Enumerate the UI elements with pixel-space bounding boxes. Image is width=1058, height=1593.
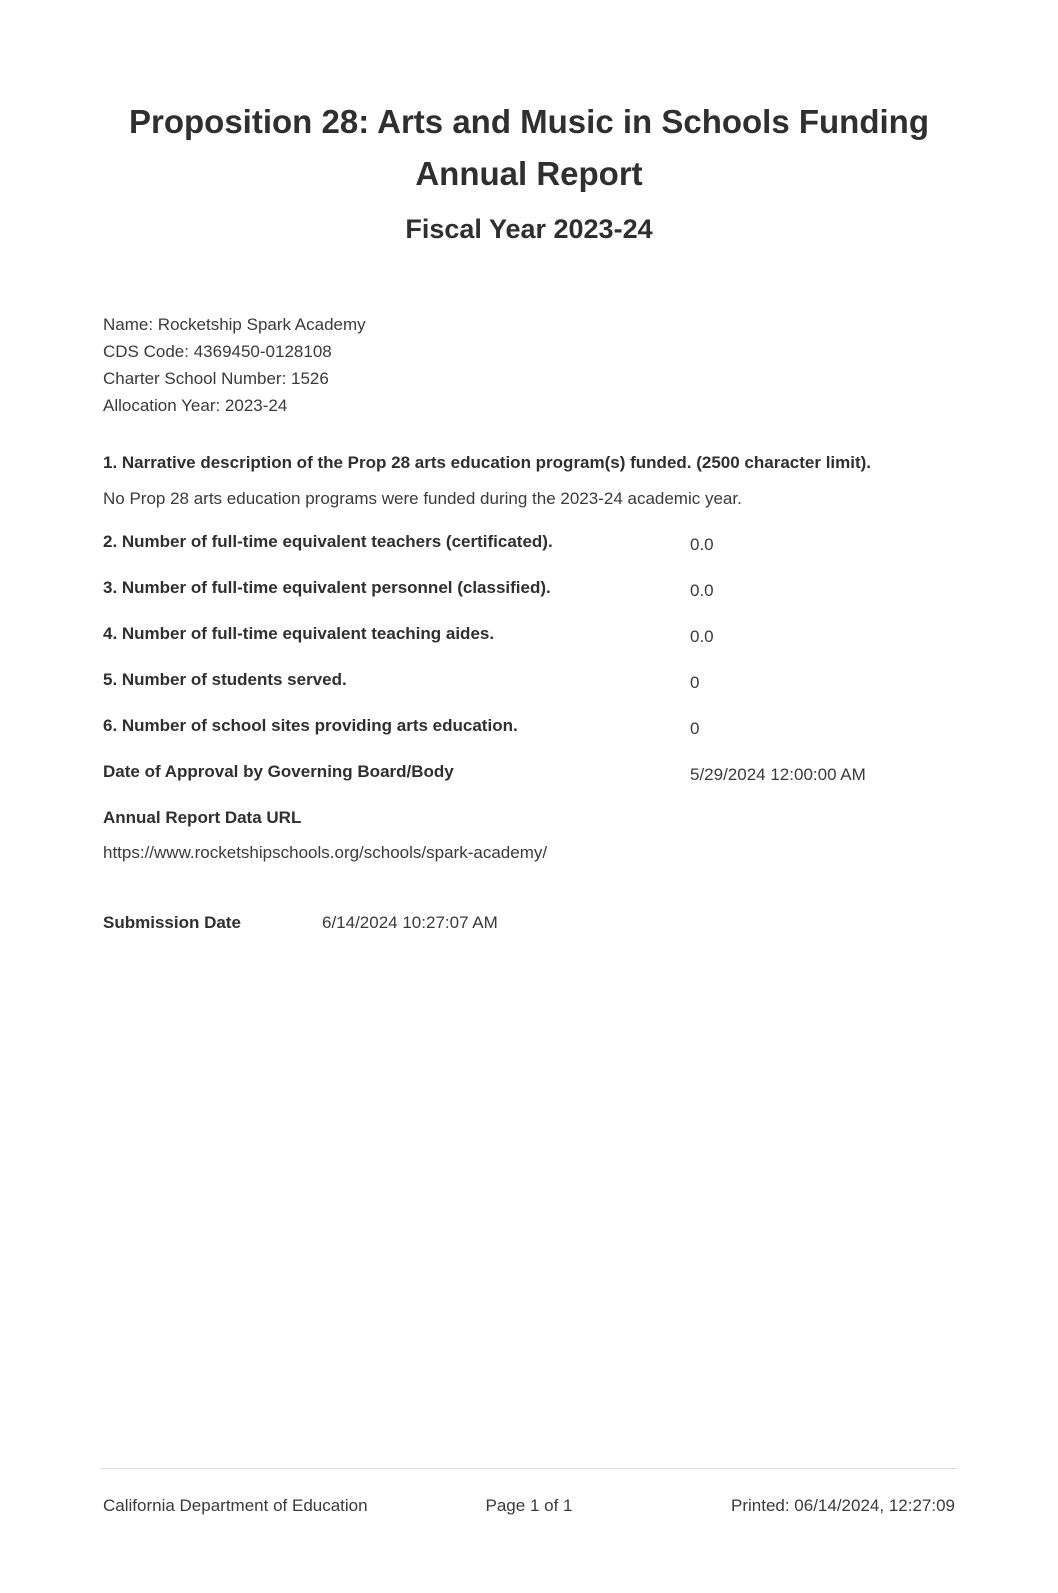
allocation-year: Allocation Year: 2023-24 <box>103 396 288 415</box>
approval-date-label: Date of Approval by Governing Board/Body <box>103 762 454 781</box>
school-info-block <box>103 311 955 419</box>
page-title-line-1: Proposition 28: Arts and Music in Schools Funding <box>129 103 929 140</box>
footer-page-number: Page 1 of 1 <box>485 1496 573 1515</box>
submission-date-row <box>103 910 955 933</box>
question-2-label: 2. Number of full-time equivalent teachers (certificated). <box>103 532 553 551</box>
annual-report-url-block <box>103 808 955 863</box>
question-1 <box>103 453 955 509</box>
page-title-line-2: Annual Report <box>415 155 643 192</box>
question-1-answer: No Prop 28 arts education programs were funded during the 2023-24 academic year. <box>103 489 742 508</box>
footer-department: California Department of Education <box>103 1496 368 1515</box>
submission-date-label: Submission Date <box>103 913 241 932</box>
cds-code: CDS Code: 4369450-0128108 <box>103 342 332 361</box>
title-block <box>103 96 955 245</box>
approval-date-row <box>103 762 955 785</box>
footer-printed-timestamp: Printed: 06/14/2024, 12:27:09 <box>730 1496 955 1515</box>
charter-school-number: Charter School Number: 1526 <box>103 369 329 388</box>
question-4 <box>103 624 955 647</box>
question-4-value: 0.0 <box>690 627 714 646</box>
question-3 <box>103 578 955 601</box>
fiscal-year-subtitle: Fiscal Year 2023-24 <box>405 214 653 244</box>
footer-divider <box>101 1468 957 1469</box>
annual-report-url-value: https://www.rocketshipschools.org/schools/spark-academy/ <box>103 843 548 862</box>
approval-date-value: 5/29/2024 12:00:00 AM <box>690 765 866 784</box>
question-3-label: 3. Number of full-time equivalent personnel (classified). <box>103 578 551 597</box>
footer-row <box>101 1496 957 1516</box>
school-name: Name: Rocketship Spark Academy <box>103 315 366 334</box>
question-6-value: 0 <box>690 719 700 738</box>
question-5-value: 0 <box>690 673 700 692</box>
question-3-value: 0.0 <box>690 581 714 600</box>
question-1-label: 1. Narrative description of the Prop 28 arts education program(s) funded. (2500 character limit). <box>103 453 872 472</box>
question-5 <box>103 670 955 693</box>
submission-date-value: 6/14/2024 10:27:07 AM <box>322 913 498 932</box>
question-2-value: 0.0 <box>690 535 714 554</box>
question-2 <box>103 532 955 555</box>
question-5-label: 5. Number of students served. <box>103 670 347 689</box>
annual-report-url-label: Annual Report Data URL <box>103 808 302 827</box>
question-4-label: 4. Number of full-time equivalent teaching aides. <box>103 624 495 643</box>
page-footer <box>0 1468 1058 1516</box>
report-page <box>0 96 1058 933</box>
question-6-label: 6. Number of school sites providing arts education. <box>103 716 518 735</box>
question-6 <box>103 716 955 739</box>
